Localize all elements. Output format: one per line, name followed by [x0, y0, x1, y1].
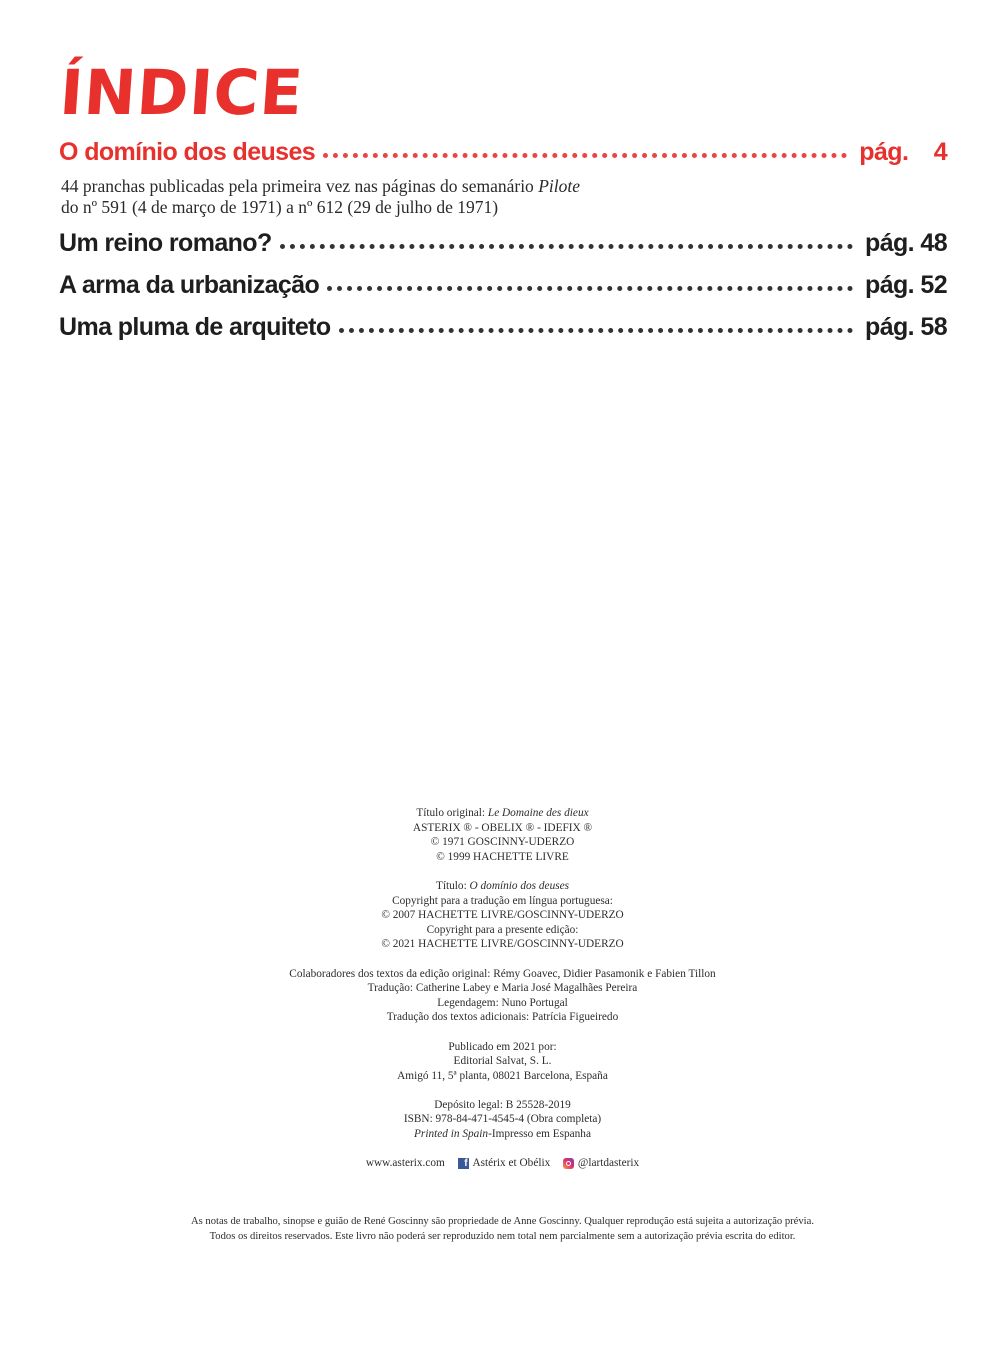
- collaborators-line: Colaboradores dos textos da edição original: Rémy Goavec, Didier Pasamonik e Fabien Tillon: [289, 967, 716, 980]
- legal-notice-line: Todos os direitos reservados. Este livro não poderá ser reproduzido nem total nem parcialmente sem a autorização prévia escrita do editor.: [209, 1230, 796, 1242]
- toc-leader-dots: [323, 151, 847, 158]
- toc-entry-title: O domínio dos deuses: [59, 138, 316, 166]
- legal-deposit-line: Depósito legal: B 25528-2019: [434, 1098, 571, 1111]
- toc-leader-dots: [280, 242, 853, 249]
- imprint-credits: [0, 806, 1000, 1142]
- toc-entry-title: Um reino romano?: [59, 229, 272, 257]
- toc-entry-page: pág. 52: [865, 271, 947, 299]
- toc-leader-dots: [339, 326, 853, 333]
- toc-leader-dots: [327, 284, 853, 291]
- isbn-line: ISBN: 978-84-471-4545-4 (Obra completa): [403, 1113, 602, 1126]
- additional-translation-line: Tradução dos textos adicionais: Patrícia Figueiredo: [386, 1011, 619, 1024]
- toc-entry-page: pág. 4: [859, 138, 947, 166]
- facebook-icon: f: [458, 1158, 469, 1169]
- toc-entry: [59, 269, 947, 301]
- toc-entry: [59, 227, 947, 259]
- legal-notice: [0, 1215, 1000, 1244]
- instagram-icon: [563, 1158, 574, 1169]
- published-line: Publicado em 2021 por:: [448, 1040, 557, 1053]
- toc-entry: [59, 311, 947, 343]
- copyright-line: © 1971 GOSCINNY-UDERZO: [430, 836, 575, 849]
- printed-line: Printed in Spain-Impresso em Espanha: [414, 1128, 591, 1141]
- address-line: Amigó 11, 5ª planta, 08021 Barcelona, España: [397, 1069, 608, 1082]
- toc-entry-title: A arma da urbanização: [59, 271, 320, 299]
- trademarks-line: ASTERIX ® - OBELIX ® - IDEFIX ®: [412, 821, 593, 834]
- original-title-line: Título original: Le Domaine des dieux: [416, 807, 589, 819]
- toc-entry-page: pág. 48: [865, 229, 947, 257]
- toc-entry-title: Uma pluma de arquiteto: [59, 313, 331, 341]
- copyright-line: © 1999 HACHETTE LIVRE: [436, 850, 569, 863]
- copyright-label: Copyright para a tradução em língua portuguesa:: [392, 894, 613, 907]
- legal-notice-line: As notas de trabalho, sinopse e guião de René Goscinny são propriedade de Anne Goscinny. Qualquer reprodução está sujeita a autorização prévia.: [191, 1216, 814, 1227]
- toc-entry-page: pág. 58: [865, 313, 947, 341]
- title-line: Título: O domínio dos deuses: [435, 879, 570, 892]
- instagram-link[interactable]: @lartdasterix: [577, 1157, 640, 1170]
- index-heading: ÍNDICE: [57, 56, 306, 129]
- copyright-line: © 2021 HACHETTE LIVRE/GOSCINNY-UDERZO: [381, 938, 624, 951]
- lettering-line: Legendagem: Nuno Portugal: [437, 996, 568, 1009]
- translation-line: Tradução: Catherine Labey e Maria José Magalhães Pereira: [367, 982, 638, 995]
- facebook-link[interactable]: Astérix et Obélix: [472, 1157, 551, 1170]
- toc-entry: [59, 136, 947, 168]
- story-description: 44 pranchas publicadas pela primeira vez nas páginas do semanário Pilote do nº 591 (4 de março de 1971) a nº 612 (29 de julho de 1971): [61, 176, 580, 217]
- social-links: [0, 1157, 1000, 1169]
- copyright-label: Copyright para a presente edição:: [426, 923, 579, 936]
- copyright-line: © 2007 HACHETTE LIVRE/GOSCINNY-UDERZO: [381, 909, 624, 922]
- publisher-line: Editorial Salvat, S. L.: [453, 1055, 552, 1068]
- website-link[interactable]: www.asterix.com: [365, 1157, 445, 1170]
